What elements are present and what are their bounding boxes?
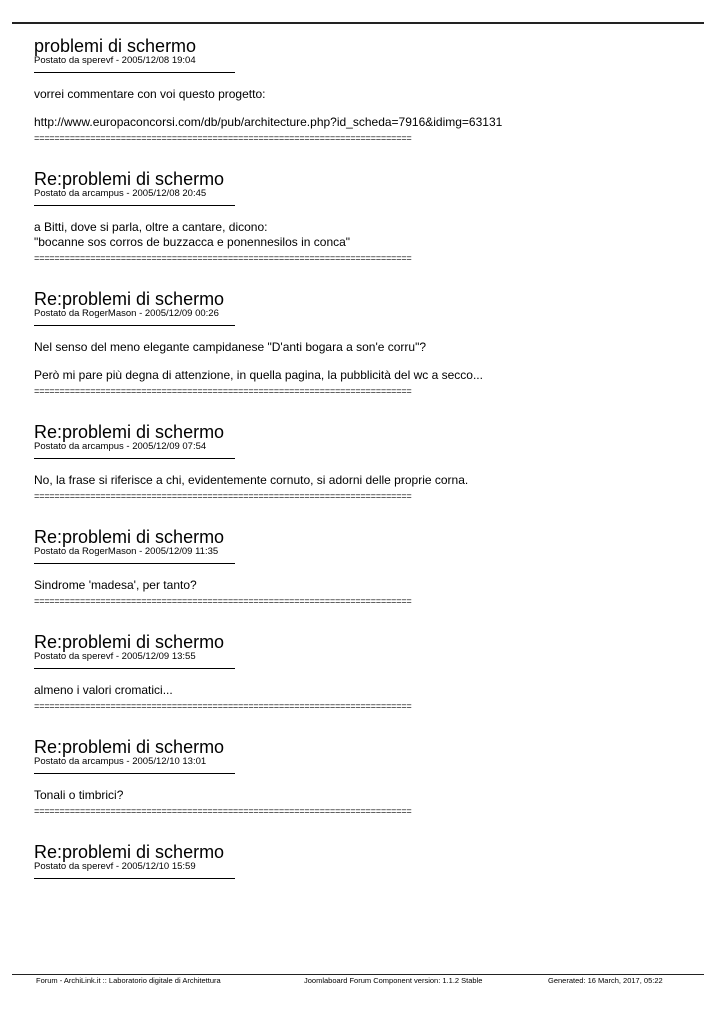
post-text-line: vorrei commentare con voi questo progetto: [34, 87, 266, 101]
post-meta: Postato da RogerMason - 2005/12/09 11:35 [34, 546, 219, 557]
post-body [34, 87, 694, 130]
meta-underline [34, 325, 235, 326]
footer-component-version: Joomlaboard Forum Component version: 1.1.2 Stable [304, 976, 483, 985]
post-spacer [34, 397, 694, 423]
post-spacer [34, 502, 694, 528]
post-meta: Postato da sperevf - 2005/12/10 15:59 [34, 861, 196, 872]
post-meta: Postato da sperevf - 2005/12/09 13:55 [34, 651, 196, 662]
post-paragraph [34, 683, 694, 698]
forum-post [34, 633, 694, 738]
post-title: problemi di schermo [34, 36, 197, 56]
post-meta: Postato da arcampus - 2005/12/08 20:45 [34, 188, 207, 199]
forum-post [34, 290, 694, 423]
post-body [34, 220, 694, 250]
post-separator: ========================================================================== [34, 388, 412, 397]
meta-underline [34, 878, 235, 879]
post-separator: ========================================================================== [34, 703, 412, 712]
post-spacer [34, 712, 694, 738]
post-text-line: "bocanne sos corros de buzzacca e ponennesilos in conca" [34, 235, 351, 249]
post-title: Re:problemi di schermo [34, 289, 225, 309]
post-text-line: No, la frase si riferisce a chi, evidentemente cornuto, si adorni delle proprie corna. [34, 473, 469, 487]
post-paragraph [34, 788, 694, 803]
post-meta: Postato da sperevf - 2005/12/08 19:04 [34, 55, 196, 66]
header-rule [12, 22, 704, 24]
meta-underline [34, 205, 235, 206]
post-text-line: http://www.europaconcorsi.com/db/pub/architecture.php?id_scheda=7916&idimg=63131 [34, 115, 503, 129]
forum-post [34, 170, 694, 290]
forum-post [34, 37, 694, 170]
meta-underline [34, 72, 235, 73]
post-title: Re:problemi di schermo [34, 527, 225, 547]
post-body [34, 683, 694, 698]
footer-generated-date: Generated: 16 March, 2017, 05:22 [548, 976, 663, 985]
post-paragraph [34, 87, 694, 102]
post-paragraph [34, 578, 694, 593]
post-text-line: almeno i valori cromatici... [34, 683, 173, 697]
post-paragraph [34, 340, 694, 355]
post-meta: Postato da arcampus - 2005/12/10 13:01 [34, 756, 207, 767]
post-title: Re:problemi di schermo [34, 169, 225, 189]
post-separator: ========================================================================== [34, 493, 412, 502]
forum-post [34, 738, 694, 843]
footer-rule [12, 974, 704, 975]
post-separator: ========================================================================== [34, 598, 412, 607]
post-body [34, 788, 694, 803]
post-title: Re:problemi di schermo [34, 842, 225, 862]
post-list [34, 37, 694, 879]
post-text-line: Sindrome 'madesa', per tanto? [34, 578, 197, 592]
post-body [34, 340, 694, 383]
post-text-line: Però mi pare più degna di attenzione, in quella pagina, la pubblicità del wc a secco... [34, 368, 483, 382]
post-spacer [34, 607, 694, 633]
meta-underline [34, 458, 235, 459]
post-body [34, 578, 694, 593]
meta-underline [34, 773, 235, 774]
post-separator: ========================================================================== [34, 808, 412, 817]
footer-forum-name: Forum - ArchiLink.it :: Laboratorio digitale di Architettura [36, 976, 221, 985]
forum-post [34, 423, 694, 528]
meta-underline [34, 668, 235, 669]
post-separator: ========================================================================== [34, 135, 412, 144]
post-paragraph [34, 115, 694, 130]
post-text-line: Nel senso del meno elegante campidanese "D'anti bogara a son'e corru"? [34, 340, 427, 354]
forum-post [34, 843, 694, 879]
post-body [34, 473, 694, 488]
post-paragraph [34, 220, 694, 250]
forum-post [34, 528, 694, 633]
post-title: Re:problemi di schermo [34, 737, 225, 757]
post-text-line: Tonali o timbrici? [34, 788, 124, 802]
post-text-line: a Bitti, dove si parla, oltre a cantare, dicono: [34, 220, 268, 234]
post-paragraph [34, 368, 694, 383]
post-spacer [34, 144, 694, 170]
post-title: Re:problemi di schermo [34, 422, 225, 442]
post-meta: Postato da RogerMason - 2005/12/09 00:26 [34, 308, 219, 319]
post-spacer [34, 264, 694, 290]
post-paragraph [34, 473, 694, 488]
post-spacer [34, 817, 694, 843]
post-title: Re:problemi di schermo [34, 632, 225, 652]
post-separator: ========================================================================== [34, 255, 412, 264]
post-meta: Postato da arcampus - 2005/12/09 07:54 [34, 441, 207, 452]
meta-underline [34, 563, 235, 564]
